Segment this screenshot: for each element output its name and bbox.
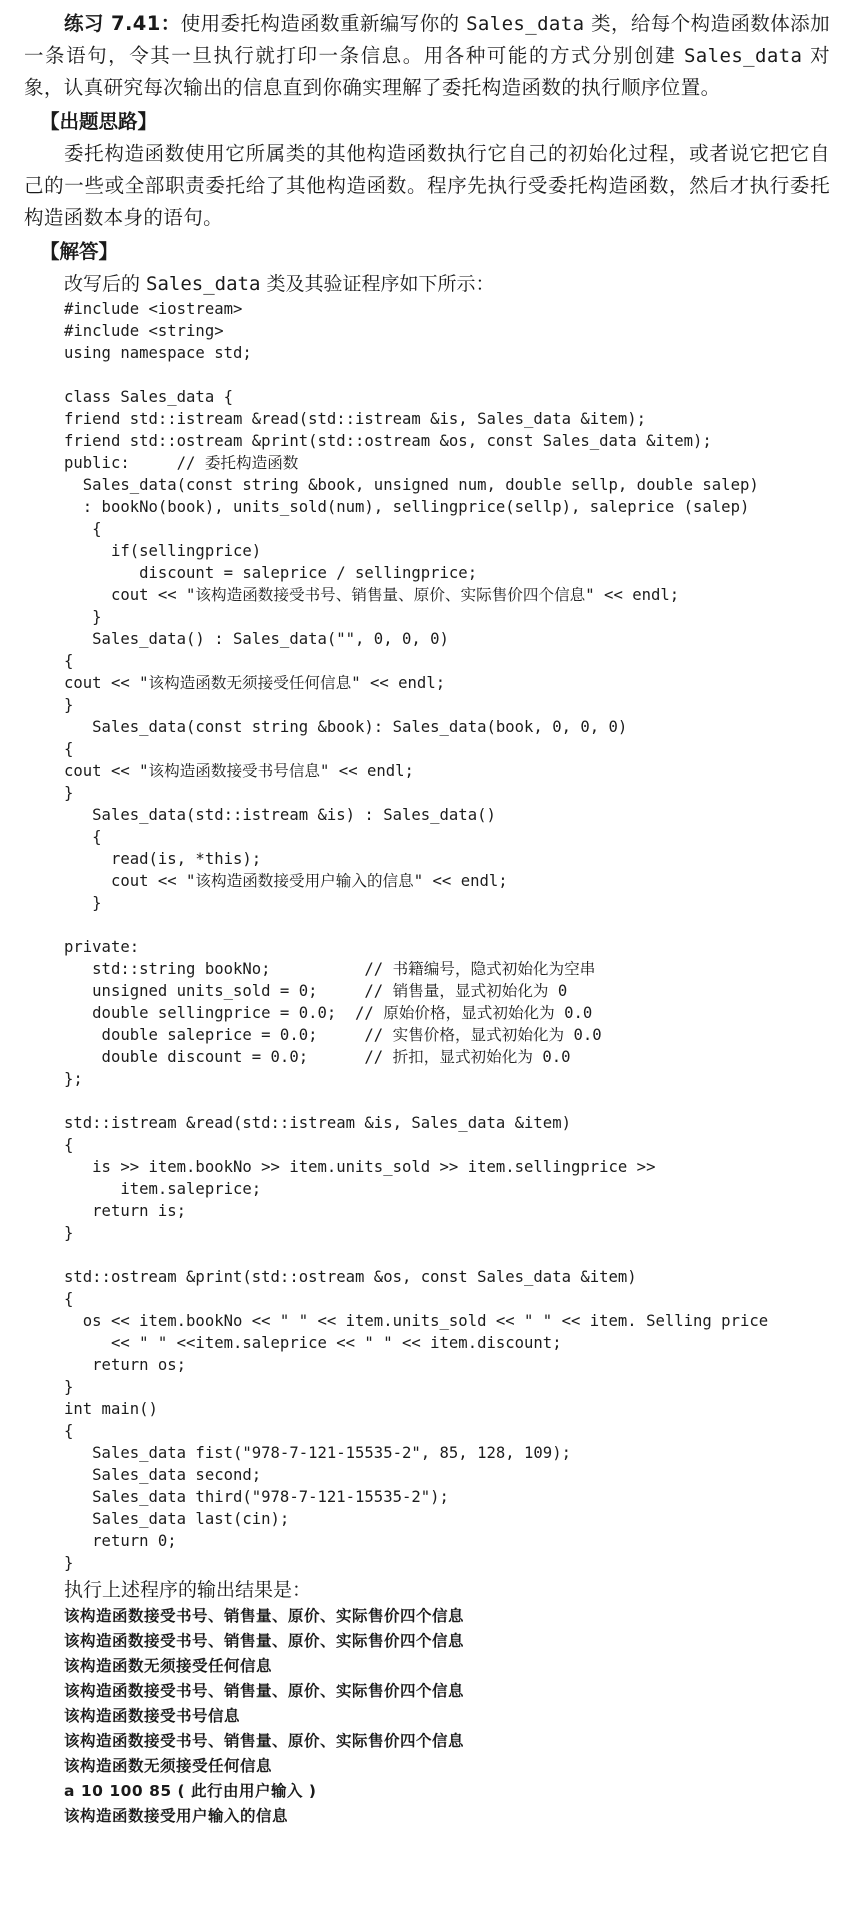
code-line: Sales_data(const string &book, unsigned num, double sellp, double salep)	[64, 476, 759, 494]
exercise-text-2: 类，给每个构造函数体添加一条语句，令其一旦执行就打印一条信息。用各种可能的方式分别创建	[24, 12, 830, 67]
code-line: is >> item.bookNo >> item.units_sold >> item.sellingprice >>	[64, 1158, 656, 1176]
code-line: return 0;	[64, 1532, 177, 1550]
output-heading: 执行上述程序的输出结果是：	[64, 1579, 312, 1601]
answer-intro	[64, 270, 830, 298]
code-line	[64, 914, 830, 936]
code-line: double discount = 0.0; // 折扣，显式初始化为 0.0	[64, 1048, 571, 1066]
code-line: }	[64, 894, 102, 912]
document-page	[24, 8, 830, 1829]
code-line: Sales_data fist("978-7-121-15535-2", 85, 128, 109);	[64, 1444, 571, 1462]
code-line: std::string bookNo; // 书籍编号，隐式初始化为空串	[64, 960, 596, 978]
code-line: friend std::istream &read(std::istream &is, Sales_data &item);	[64, 410, 647, 428]
code-line: Sales_data(const string &book): Sales_data(book, 0, 0, 0)	[64, 718, 628, 736]
code-line: Sales_data(std::istream &is) : Sales_data()	[64, 806, 496, 824]
output-line: 该构造函数接受书号、销售量、原价、实际售价四个信息	[64, 1607, 465, 1625]
code-line: class Sales_data {	[64, 388, 233, 406]
code-line: {	[64, 1290, 74, 1308]
code-line: {	[64, 1136, 74, 1154]
code-line: std::ostream &print(std::ostream &os, const Sales_data &item)	[64, 1268, 637, 1286]
code-line: }	[64, 1378, 74, 1396]
code-line: };	[64, 1070, 83, 1088]
code-line: << " " <<item.saleprice << " " << item.discount;	[64, 1334, 562, 1352]
code-line: private:	[64, 938, 140, 956]
output-line: 该构造函数无须接受任何信息	[64, 1657, 273, 1675]
code-line: cout << "该构造函数接受书号信息" << endl;	[64, 762, 414, 780]
code-line: return is;	[64, 1202, 187, 1220]
exercise-label: 练习 7.41：	[64, 12, 181, 35]
code-line	[64, 1244, 830, 1266]
code-line	[64, 364, 830, 386]
code-line: cout << "该构造函数无须接受任何信息" << endl;	[64, 674, 446, 692]
code-line: if(sellingprice)	[64, 542, 262, 560]
code-line: : bookNo(book), units_sold(num), sellingprice(sellp), saleprice (salep)	[64, 498, 750, 516]
code-line: using namespace std;	[64, 344, 252, 362]
output-line: 该构造函数接受书号、销售量、原价、实际售价四个信息	[64, 1632, 465, 1650]
answer-intro-text-1: 改写后的	[64, 273, 147, 295]
exercise-text-3: 对象，认真研究每次输出的信息直到你确实理解了委托构造函数的执行顺序位置。	[24, 44, 830, 99]
code-line: }	[64, 1224, 74, 1242]
code-line: friend std::ostream &print(std::ostream &os, const Sales_data &item);	[64, 432, 712, 450]
code-line: Sales_data second;	[64, 1466, 262, 1484]
code-line: discount = saleprice / sellingprice;	[64, 564, 478, 582]
code-line: unsigned units_sold = 0; // 销售量，显式初始化为 0	[64, 982, 568, 1000]
code-line: Sales_data last(cin);	[64, 1510, 290, 1528]
exercise-statement	[24, 8, 830, 104]
code-line: }	[64, 608, 102, 626]
code-line: cout << "该构造函数接受书号、销售量、原价、实际售价四个信息" << endl;	[64, 586, 680, 604]
code-line: {	[64, 652, 74, 670]
output-listing	[64, 1604, 830, 1829]
code-line: std::istream &read(std::istream &is, Sales_data &item)	[64, 1114, 571, 1132]
code-listing	[64, 298, 830, 1574]
exercise-text-1: 使用委托构造函数重新编写你的	[180, 12, 467, 35]
code-line: os << item.bookNo << " " << item.units_sold << " " << item. Selling price	[64, 1312, 769, 1330]
code-line	[64, 1090, 830, 1112]
output-line: 该构造函数接受书号、销售量、原价、实际售价四个信息	[64, 1732, 465, 1750]
code-line: Sales_data() : Sales_data("", 0, 0, 0)	[64, 630, 449, 648]
code-line: int main()	[64, 1400, 158, 1418]
code-line: double sellingprice = 0.0; // 原始价格，显式初始化为 0.0	[64, 1004, 593, 1022]
code-line: {	[64, 740, 74, 758]
code-line: }	[64, 784, 74, 802]
code-line: cout << "该构造函数接受用户输入的信息" << endl;	[64, 872, 508, 890]
code-line: }	[64, 1554, 74, 1572]
code-line: #include <iostream>	[64, 300, 243, 318]
code-line: #include <string>	[64, 322, 224, 340]
answer-intro-text-2: 类及其验证程序如下所示：	[260, 273, 495, 295]
output-line: a 10 100 85 ( 此行由用户输入 )	[64, 1782, 317, 1800]
code-line: {	[64, 520, 102, 538]
output-line: 该构造函数接受书号信息	[64, 1707, 241, 1725]
approach-text: 委托构造函数使用它所属类的其他构造函数执行它自己的初始化过程，或者说它把它自己的一些或全部职责委托给了其他构造函数。程序先执行受委托构造函数，然后才执行委托构造函数本身的语句。	[24, 142, 830, 229]
output-line: 该构造函数接受书号、销售量、原价、实际售价四个信息	[64, 1682, 465, 1700]
approach-heading: 【出题思路】	[40, 110, 158, 133]
output-line: 该构造函数接受用户输入的信息	[64, 1807, 289, 1825]
code-line: double saleprice = 0.0; // 实售价格，显式初始化为 0.0	[64, 1026, 602, 1044]
code-line: read(is, *this);	[64, 850, 262, 868]
exercise-class-name-2: Sales_data	[683, 45, 803, 67]
code-line: return os;	[64, 1356, 187, 1374]
answer-heading: 【解答】	[40, 240, 119, 263]
code-line: {	[64, 1422, 74, 1440]
code-line: public: // 委托构造函数	[64, 454, 299, 472]
answer-intro-class: Sales_data	[146, 273, 261, 295]
output-line: 该构造函数无须接受任何信息	[64, 1757, 273, 1775]
code-line: {	[64, 828, 102, 846]
code-line: Sales_data third("978-7-121-15535-2");	[64, 1488, 449, 1506]
code-line: }	[64, 696, 74, 714]
exercise-class-name-1: Sales_data	[466, 13, 585, 35]
code-line: item.saleprice;	[64, 1180, 262, 1198]
